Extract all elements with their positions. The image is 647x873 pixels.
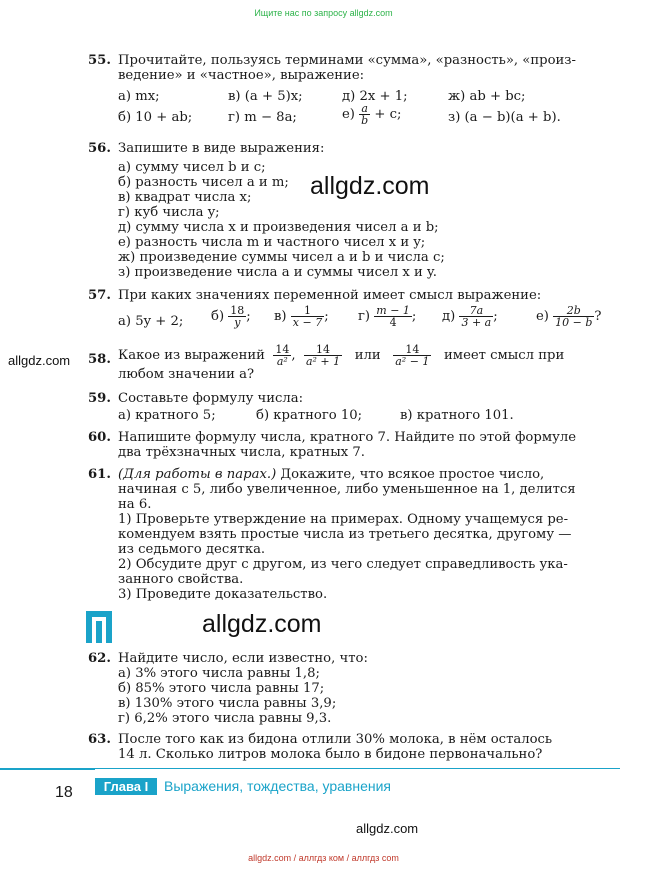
task-57-g (358, 305, 416, 328)
pair-work-icon (86, 611, 112, 643)
task-57-number: 57. (88, 288, 111, 303)
post: ; (493, 309, 498, 324)
task-63-number: 63. (88, 732, 111, 747)
frac-den: b (361, 114, 369, 127)
task-59-v: в) кратного 101. (400, 408, 514, 423)
task-56-item: з) произведение числа a и суммы чисел x и y. (118, 265, 437, 280)
task-55-zh: ж) ab + bc; (448, 89, 526, 104)
fraction (228, 305, 246, 328)
task-56-item: б) разность чисел a и m; (118, 175, 289, 190)
task-55-e (342, 103, 401, 126)
frac-den: a² − 1 (395, 355, 430, 368)
label: в) (274, 309, 287, 324)
task-60-number: 60. (88, 430, 111, 445)
frac-den: 10 − b (555, 316, 593, 329)
task-61-line3: на 6. (118, 497, 152, 512)
task-55-e-fraction (359, 103, 370, 126)
task-56-item: ж) произведение суммы чисел a и b и числа c; (118, 250, 445, 265)
task-55-g: г) m − 8a; (228, 110, 297, 125)
task-62-number: 62. (88, 651, 111, 666)
task-62-item: в) 130% этого числа равны 3,9; (118, 696, 337, 711)
footer-divider (0, 768, 95, 770)
task-57-a: а) 5y + 2; (118, 314, 184, 329)
bottom-links[interactable]: allgdz.com / аллгдз ком / аллгдз com (248, 853, 399, 863)
frac-num: 7a (469, 304, 484, 317)
task-55-v: в) (a + 5)x; (228, 89, 303, 104)
label: е) (536, 309, 549, 324)
task-55-b: б) 10 + ab; (118, 110, 193, 125)
frac-den: a² (273, 355, 291, 367)
footer-divider-thin (95, 768, 620, 769)
frac-num: m − 1 (376, 304, 410, 317)
frac-num: 2b (566, 304, 581, 317)
fraction (393, 344, 431, 367)
watermark-1: allgdz.com (310, 172, 430, 200)
task-57-d (442, 305, 498, 328)
task-59-b: б) кратного 10; (256, 408, 363, 423)
text: Докажите, что всякое простое число, (280, 467, 545, 482)
search-hint[interactable]: Ищите нас по запросу allgdz.com (254, 8, 393, 18)
task-63-line2: 14 л. Сколько литров молока было в бидоне первоначально? (118, 747, 543, 762)
task-56-number: 56. (88, 141, 111, 156)
task-61-line4: 1) Проверьте утверждение на примерах. Одному учащемуся ре- (118, 512, 569, 527)
task-55-d: д) 2x + 1; (342, 89, 408, 104)
task-60-line1: Напишите формулу числа, кратного 7. Найдите по этой формуле (118, 430, 577, 445)
task-61-line9: 3) Проведите доказательство. (118, 587, 328, 602)
task-56-title: Запишите в виде выражения: (118, 141, 325, 156)
frac-den: x − 7 (292, 316, 323, 329)
task-60-line2: два трёхзначных числа, кратных 7. (118, 445, 365, 460)
frac-num: 14 (316, 343, 331, 356)
label: д) (442, 309, 456, 324)
chapter-badge: Глава I (95, 778, 157, 795)
task-55-line2: ведение» и «частное», выражение: (118, 68, 365, 83)
pair-work-note: (Для работы в парах.) (118, 467, 277, 482)
fraction (304, 344, 342, 367)
frac-den: 3 + a (461, 316, 492, 329)
post: ; (324, 309, 329, 324)
task-61-number: 61. (88, 467, 111, 482)
task-61-line8: занного свойства. (118, 572, 244, 587)
task-61-line5: комендуем взять простые числа из третьего десятка, другому — (118, 527, 572, 542)
task-57-title: При каких значениях переменной имеет смысл выражение: (118, 288, 542, 303)
task-59-number: 59. (88, 391, 111, 406)
task-63-line1: После того как из бидона отлили 30% молока, в нём осталось (118, 732, 553, 747)
task-62-title: Найдите число, если известно, что: (118, 651, 368, 666)
frac-num: 1 (303, 304, 311, 317)
task-58-line2: любом значении a? (118, 367, 255, 382)
task-61-line2: начиная с 5, либо увеличенное, либо уменьшенное на 1, делится (118, 482, 576, 497)
label: б) (211, 309, 225, 324)
task-62-item: б) 85% этого числа равны 17; (118, 681, 325, 696)
label: г) (358, 309, 371, 324)
frac-num: 14 (275, 343, 290, 356)
task-58-line1 (118, 344, 564, 367)
task-59-a: а) кратного 5; (118, 408, 216, 423)
watermark-4: allgdz.com (356, 821, 419, 836)
task-61-line1 (118, 467, 544, 482)
fraction (459, 305, 493, 328)
frac-den: a² + 1 (305, 355, 341, 368)
post: ; (246, 309, 251, 324)
task-55-number: 55. (88, 53, 111, 68)
fraction (374, 305, 412, 328)
text: имеет смысл при (444, 348, 565, 363)
task-56-item: в) квадрат числа x; (118, 190, 252, 205)
watermark-3: allgdz.com (202, 610, 322, 638)
fraction (273, 344, 291, 367)
frac-num: 18 (230, 304, 245, 317)
task-56-item: г) куб числа y; (118, 205, 220, 220)
task-57-b (211, 305, 251, 328)
fraction (553, 305, 594, 328)
task-58-number: 58. (88, 352, 111, 367)
watermark-2: allgdz.com (8, 353, 71, 368)
task-59-title: Составьте формулу числа: (118, 391, 304, 406)
task-56-item: е) разность числа m и частного чисел x и y; (118, 235, 426, 250)
task-61-line7: 2) Обсудите друг с другом, из чего следует справедливость ука- (118, 557, 568, 572)
frac-den: y (228, 316, 246, 328)
task-61-line6: из седьмого десятка. (118, 542, 266, 557)
task-55-e-label: е) (342, 107, 355, 122)
text: Какое из выражений (118, 348, 265, 363)
post: ; (411, 309, 417, 324)
fraction (291, 305, 324, 328)
frac-num: a (361, 102, 368, 115)
chapter-title: Выражения, тождества, уравнения (164, 778, 392, 794)
task-57-e (536, 305, 601, 328)
or: или (354, 348, 381, 363)
task-57-v (274, 305, 329, 328)
comma: , (291, 348, 296, 363)
frac-num: 14 (405, 343, 420, 356)
task-62-item: а) 3% этого числа равны 1,8; (118, 666, 320, 681)
task-55-a: а) mx; (118, 89, 160, 104)
page-number: 18 (55, 784, 73, 801)
post: ? (594, 309, 602, 324)
frac-den: 4 (374, 316, 412, 328)
task-55-z: з) (a − b)(a + b). (448, 110, 561, 125)
task-62-item: г) 6,2% этого числа равны 9,3. (118, 711, 332, 726)
task-55-e-post: + c; (374, 107, 402, 122)
task-56-item: д) сумму числа x и произведения чисел a и b; (118, 220, 439, 235)
task-56-item: а) сумму чисел b и c; (118, 160, 266, 175)
task-55-line1: Прочитайте, пользуясь терминами «сумма», «разность», «произ- (118, 53, 576, 68)
